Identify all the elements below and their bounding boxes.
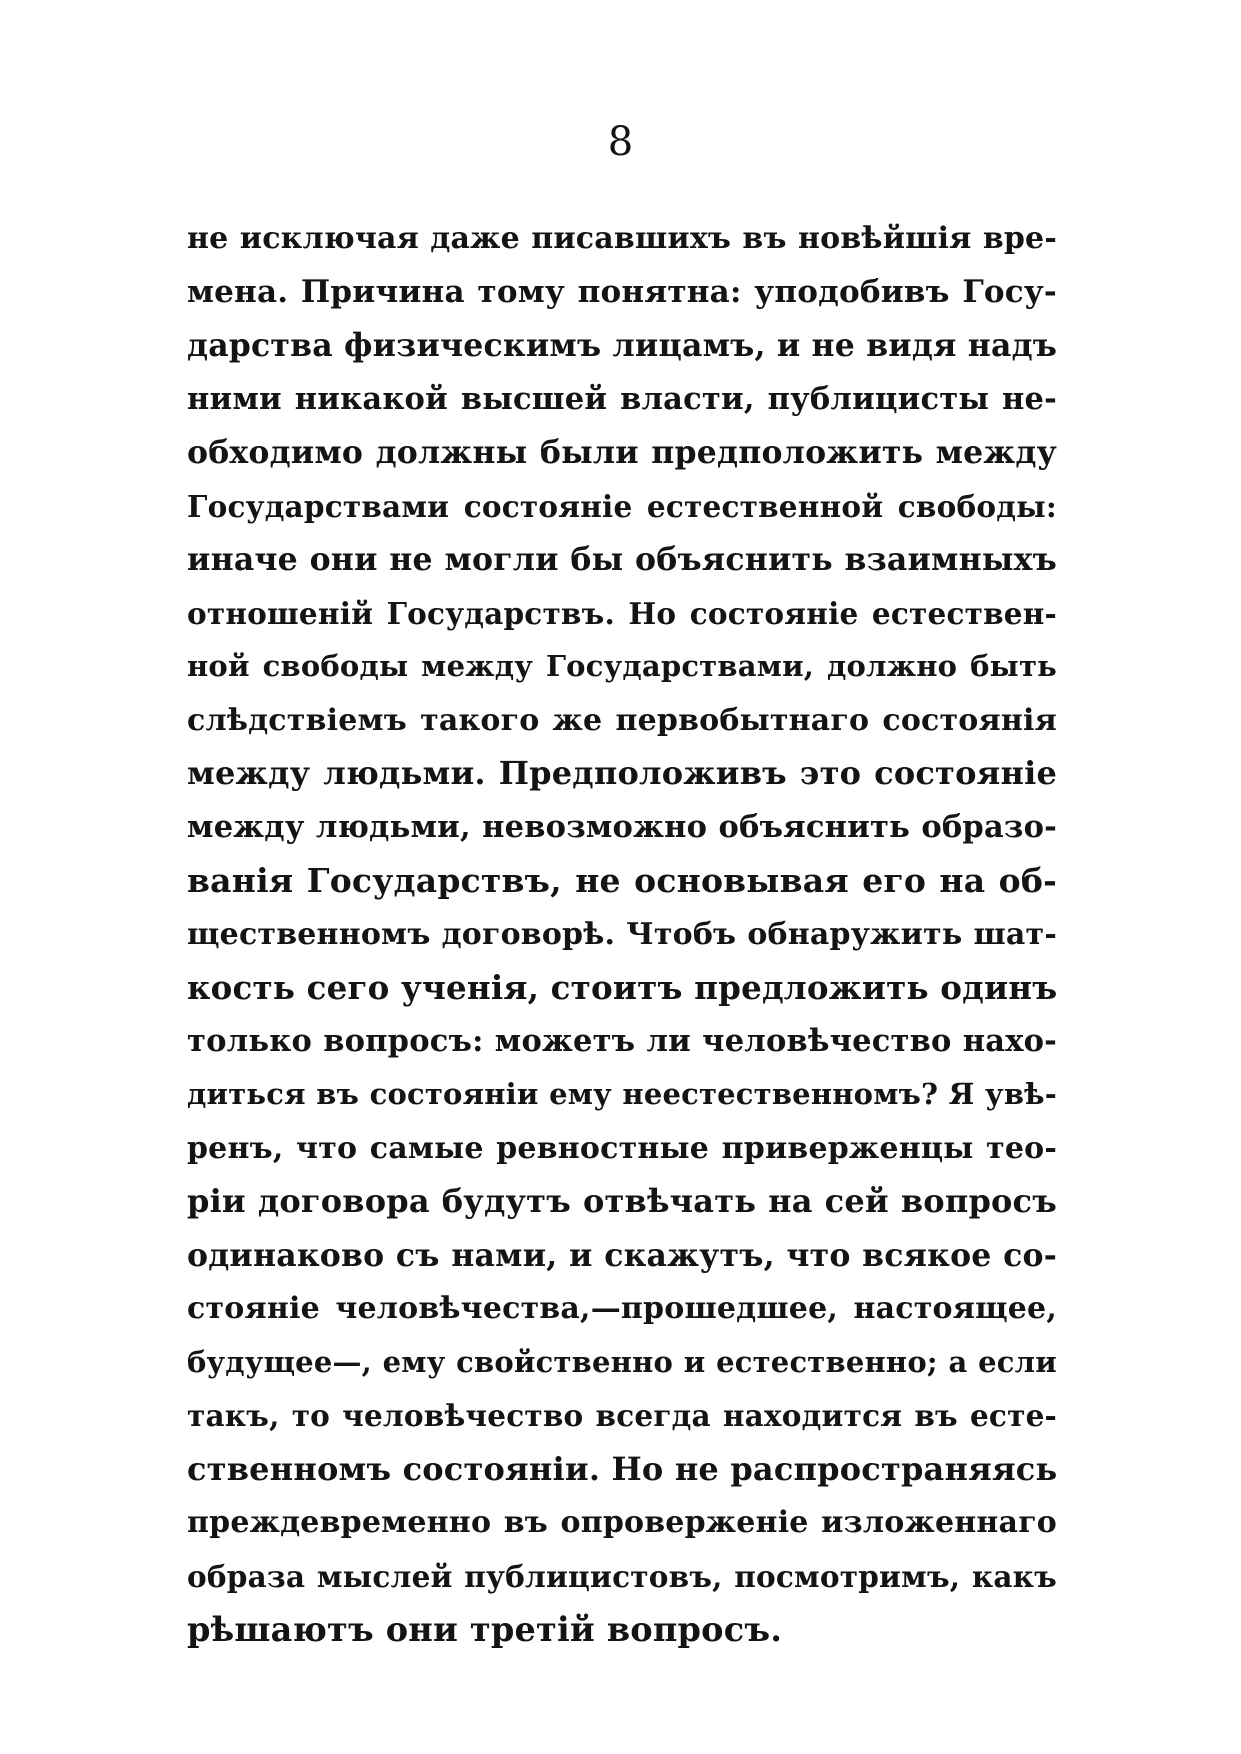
text-line: преждевременно въ опроверженіе изложеннаго (187, 1505, 1057, 1540)
text-line: ванія Государствъ, не основывая его на об- (187, 861, 1057, 900)
text-line: слѣдствіемъ такого же первобытнаго состоянія (187, 702, 1057, 738)
text-line: диться въ состояніи ему неестественномъ? Я увѣ- (187, 1077, 1057, 1111)
text-line: кость сего ученія, стоитъ предложить одинъ (187, 968, 1058, 1007)
text-line: Государствами состояніе естественной свободы: (187, 488, 1057, 524)
text-line: ренъ, что самые ревностные приверженцы тео- (187, 1130, 1057, 1166)
text-line: ними никакой высшей власти, публицисты не- (187, 380, 1057, 417)
page-number: 8 (607, 119, 634, 165)
text-line: такъ, то человѣчество всегда находится въ есте- (187, 1398, 1057, 1433)
text-line: иначе они не могли бы объяснить взаимныхъ (187, 541, 1057, 578)
text-line: ной свободы между Государствами, должно быть (187, 649, 1057, 683)
text-line: не исключая даже писавшихъ въ новѣйшія вре- (187, 221, 1057, 256)
text-line: одинаково съ нами, и скажутъ, что всякое со- (187, 1236, 1057, 1274)
text-line: образа мыслей публицистовъ, посмотримъ, какъ (187, 1558, 1057, 1594)
text-line: будущее—, ему свойственно и естественно; а если (187, 1344, 1057, 1379)
text-line-last: рѣшаютъ они третій вопросъ. (187, 1610, 783, 1649)
text-line: дарства физическимъ лицамъ, и не видя надъ (187, 327, 1058, 364)
text-line: между людьми, невозможно объяснить образо- (187, 808, 1057, 845)
text-line: ріи договора будутъ отвѣчать на сей вопросъ (187, 1182, 1057, 1220)
body-text (187, 212, 1057, 1657)
text-line: мена. Причина тому понятна: уподобивъ Госу- (187, 273, 1057, 310)
text-line: отношеній Государствъ. Но состояніе естествен- (187, 595, 1057, 631)
text-line: щественномъ договорѣ. Чтобъ обнаружить шат- (187, 916, 1057, 952)
text-line: только вопросъ: можетъ ли человѣчество нахо- (187, 1022, 1057, 1059)
text-line: стояніе человѣчества,—прошедшее, настоящее, (187, 1291, 1057, 1326)
text-line: обходимо должны были предположить между (187, 434, 1057, 471)
text-line: между людьми. Предположивъ это состояніе (187, 754, 1057, 792)
text-line: ственномъ состояніи. Но не распространяясь (187, 1449, 1058, 1488)
